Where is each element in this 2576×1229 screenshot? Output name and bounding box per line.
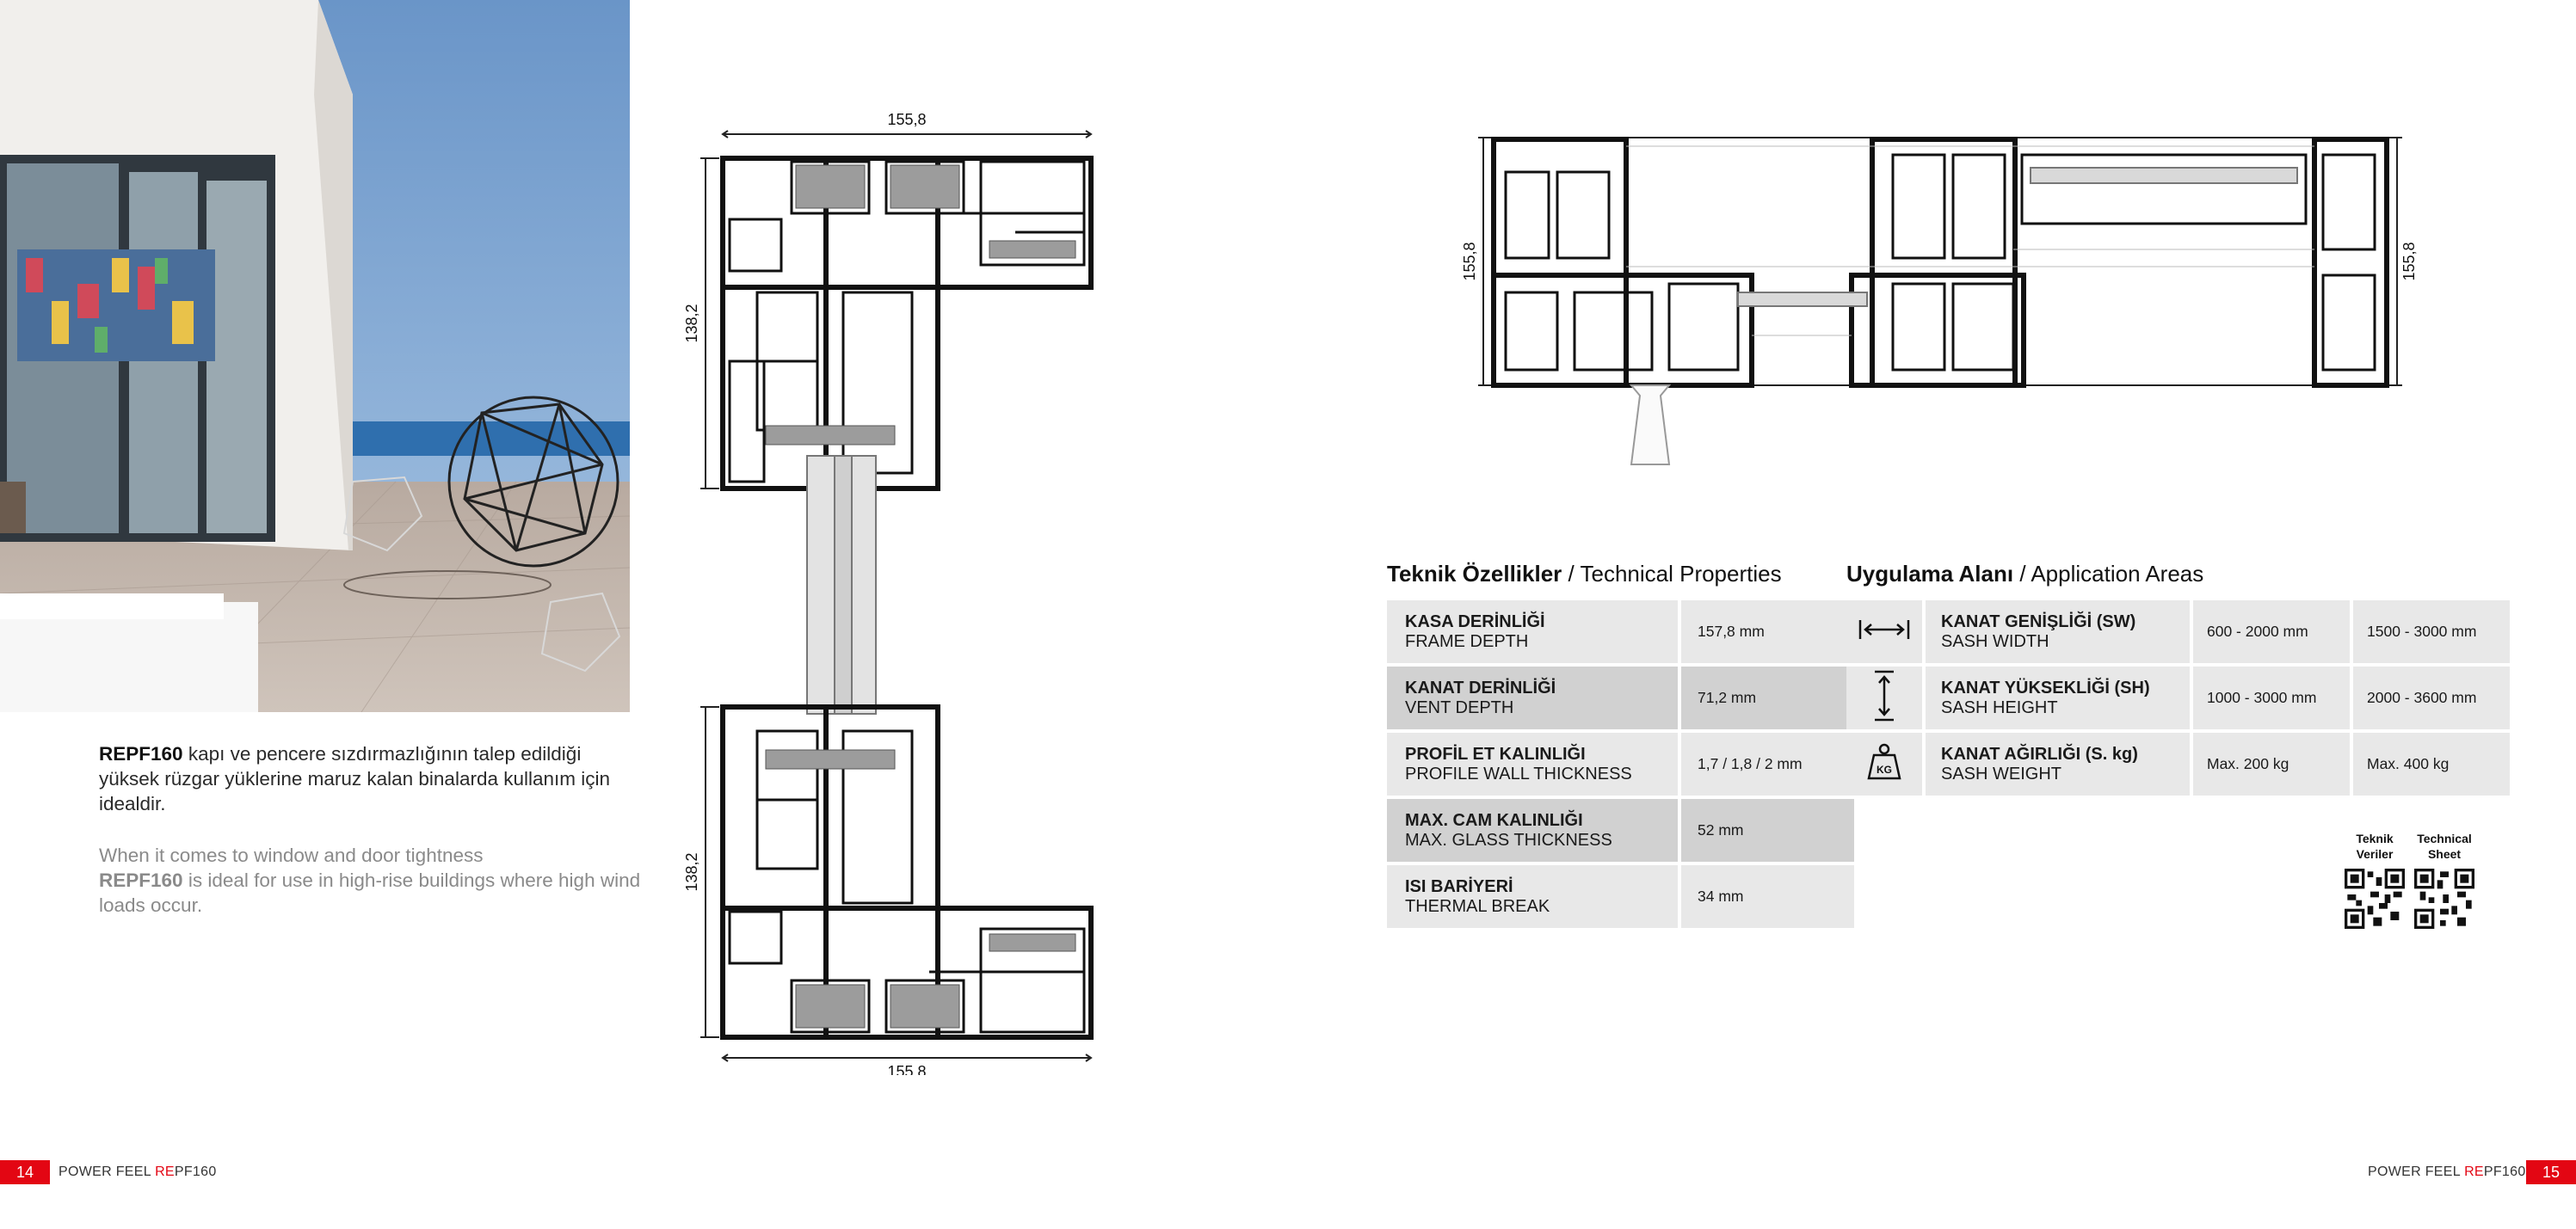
property-en: FRAME DEPTH	[1405, 631, 1529, 651]
qr-label-line2: Sheet	[2427, 847, 2462, 861]
description-tr-text: kapı ve pencere sızdırmazlığının talep edildiği yüksek rüzgar yüklerine maruz kalan binalarda kullanım için idealdir.	[99, 743, 611, 814]
title-separator: /	[2013, 561, 2031, 587]
horizontal-section-drawing	[1445, 120, 2426, 482]
title-separator: /	[1562, 561, 1581, 587]
property-tr: KASA DERİNLİĞİ	[1405, 611, 1545, 631]
application-value-1: 1000 - 3000 mm	[2193, 667, 2350, 729]
footer-left	[59, 1160, 217, 1184]
property-tr: KANAT DERİNLİĞİ	[1405, 678, 1556, 697]
application-value-2: 1500 - 3000 mm	[2353, 600, 2510, 663]
property-label	[1387, 865, 1678, 928]
table-row	[1846, 733, 2510, 796]
dim-left-lower-label: 138,2	[683, 852, 700, 892]
description-turkish	[99, 741, 632, 816]
property-tr: MAX. CAM KALINLIĞI	[1405, 810, 1583, 830]
qr-code-icon	[2414, 869, 2474, 929]
application-title-en: Application Areas	[2031, 561, 2204, 587]
technical-properties-title	[1387, 561, 1782, 587]
model-name-en: REPF160	[99, 870, 183, 891]
description-english	[99, 843, 641, 918]
description-en-text: is ideal for use in high-rise buildings where high wind loads occur.	[99, 870, 641, 916]
model-name: REPF160	[99, 743, 183, 765]
description-en-line1: When it comes to window and door tightness	[99, 845, 484, 866]
application-label	[1926, 600, 2190, 663]
property-en: THERMAL BREAK	[1405, 896, 1550, 916]
property-label	[1387, 733, 1678, 796]
dim-bottom-label: 155,8	[887, 1063, 927, 1075]
property-en: PROFILE WALL THICKNESS	[1405, 764, 1632, 783]
property-value: 71,2 mm	[1681, 667, 1854, 729]
property-label	[1387, 799, 1678, 862]
technical-title-en: Technical Properties	[1580, 561, 1782, 587]
page-number-right: 15	[2526, 1160, 2576, 1184]
application-tr: KANAT GENİŞLİĞİ (SW)	[1941, 611, 2136, 631]
weight-kg-icon	[1846, 733, 1922, 796]
application-value-2: 2000 - 3600 mm	[2353, 667, 2510, 729]
property-value: 1,7 / 1,8 / 2 mm	[1681, 733, 1854, 796]
property-label	[1387, 667, 1678, 729]
weight-icon-text: KG	[1877, 764, 1892, 776]
footer-right	[2368, 1160, 2526, 1184]
property-en: MAX. GLASS THICKNESS	[1405, 830, 1612, 850]
application-en: SASH WIDTH	[1941, 631, 2049, 651]
qr-technical-sheet[interactable]	[2409, 831, 2480, 933]
property-tr: ISI BARİYERİ	[1405, 876, 1513, 896]
application-tr: KANAT AĞIRLIĞI (S. kg)	[1941, 744, 2138, 764]
footer-brand-rest: PF160	[2483, 1164, 2526, 1179]
dim-left-upper-label: 138,2	[683, 304, 700, 343]
application-label	[1926, 733, 2190, 796]
property-label	[1387, 600, 1678, 663]
vertical-section-drawing	[671, 103, 1119, 1075]
footer-brand-red: RE	[155, 1164, 175, 1179]
width-arrows-icon	[1846, 600, 1922, 663]
application-en: SASH HEIGHT	[1941, 697, 2058, 717]
application-value-1: 600 - 2000 mm	[2193, 600, 2350, 663]
table-row	[1846, 600, 2510, 663]
height-arrows-icon	[1846, 667, 1922, 729]
qr-label	[2409, 831, 2480, 862]
building-photo	[0, 0, 630, 712]
technical-title-tr: Teknik Özellikler	[1387, 561, 1562, 587]
application-title-tr: Uygulama Alanı	[1846, 561, 2014, 587]
application-label	[1926, 667, 2190, 729]
technical-properties-table	[1384, 597, 1858, 931]
dim-top-label: 155,8	[887, 111, 927, 128]
qr-teknik-veriler[interactable]	[2340, 831, 2409, 933]
qr-label-line1: Teknik	[2356, 832, 2394, 845]
application-value-1: Max. 200 kg	[2193, 733, 2350, 796]
table-row	[1846, 667, 2510, 729]
footer-prefix: POWER FEEL	[2368, 1164, 2465, 1179]
application-value-2: Max. 400 kg	[2353, 733, 2510, 796]
table-row	[1387, 600, 1854, 663]
property-value: 157,8 mm	[1681, 600, 1854, 663]
property-value: 34 mm	[1681, 865, 1854, 928]
application-en: SASH WEIGHT	[1941, 764, 2062, 783]
qr-label	[2340, 831, 2409, 862]
page-number-left: 14	[0, 1160, 50, 1184]
dim-left-label: 155,8	[1461, 242, 1478, 281]
dim-right-label: 155,8	[2400, 242, 2418, 281]
application-tr: KANAT YÜKSEKLİĞİ (SH)	[1941, 678, 2150, 697]
footer-prefix: POWER FEEL	[59, 1164, 156, 1179]
property-tr: PROFİL ET KALINLIĞI	[1405, 744, 1586, 764]
property-value: 52 mm	[1681, 799, 1854, 862]
footer-brand-rest: PF160	[174, 1164, 217, 1179]
footer-brand-red: RE	[2464, 1164, 2484, 1179]
table-row	[1387, 667, 1854, 729]
property-en: VENT DEPTH	[1405, 697, 1514, 717]
qr-code-icon	[2345, 869, 2405, 929]
qr-label-line2: Veriler	[2356, 847, 2394, 861]
application-areas-title	[1846, 561, 2203, 587]
qr-label-line1: Technical	[2417, 832, 2472, 845]
application-areas-table	[1843, 597, 2513, 799]
table-row	[1387, 799, 1854, 862]
table-row	[1387, 733, 1854, 796]
table-row	[1387, 865, 1854, 928]
